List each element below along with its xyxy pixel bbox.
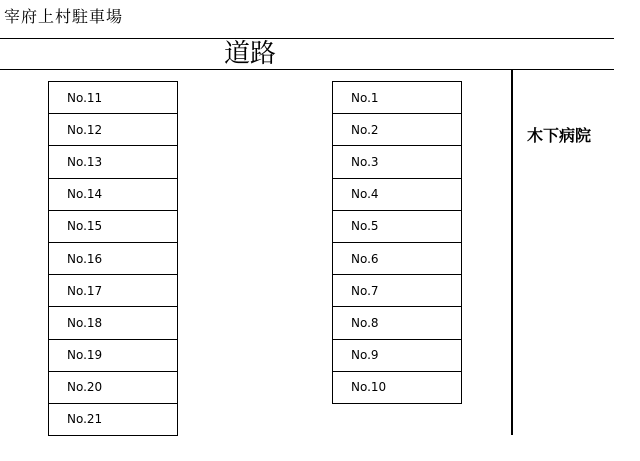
- right-stall-column: [332, 81, 462, 404]
- parking-lot-title: 宰府上村駐車場: [4, 7, 124, 26]
- parking-stall: No.17: [48, 275, 178, 307]
- parking-stall: No.3: [332, 146, 462, 178]
- parking-stall: No.1: [332, 82, 462, 114]
- parking-stall: No.12: [48, 114, 178, 146]
- left-stall-column: [48, 81, 178, 436]
- hospital-label: 木下病院: [527, 126, 592, 145]
- parking-stall: No.16: [48, 243, 178, 275]
- parking-stall: No.7: [332, 275, 462, 307]
- parking-stall: No.11: [48, 82, 178, 114]
- parking-stall: No.6: [332, 243, 462, 275]
- parking-stall: No.19: [48, 340, 178, 372]
- hospital-boundary-line: [511, 69, 513, 435]
- parking-stall: No.15: [48, 211, 178, 243]
- parking-stall: No.14: [48, 179, 178, 211]
- parking-stall: No.10: [332, 372, 462, 404]
- road-label: 道路: [224, 39, 277, 69]
- parking-stall: No.21: [48, 404, 178, 436]
- parking-stall: No.4: [332, 179, 462, 211]
- parking-stall: No.18: [48, 307, 178, 339]
- parking-stall: No.8: [332, 307, 462, 339]
- road-bottom-edge: [0, 69, 614, 70]
- road-top-edge: [0, 38, 614, 39]
- parking-stall: No.13: [48, 146, 178, 178]
- parking-stall: No.5: [332, 211, 462, 243]
- parking-stall: No.20: [48, 372, 178, 404]
- parking-stall: No.9: [332, 340, 462, 372]
- parking-stall: No.2: [332, 114, 462, 146]
